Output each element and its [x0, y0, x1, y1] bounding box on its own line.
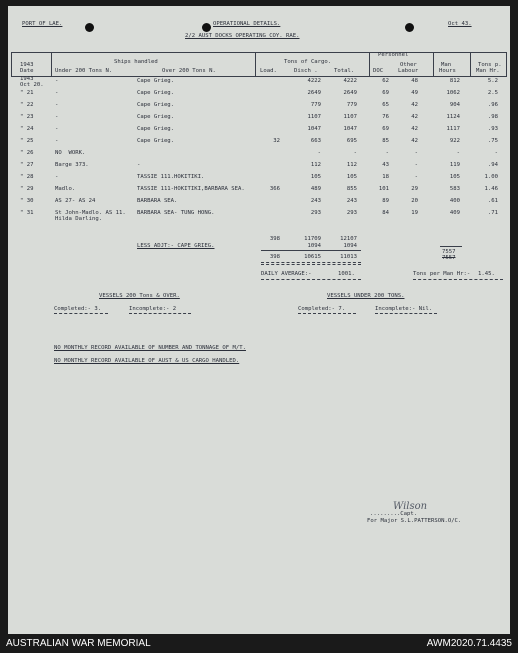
- table-cell-date: 1943 Oct 20.: [20, 76, 44, 88]
- daily-average-value: 1001.: [338, 271, 355, 277]
- table-cell-date: " 31: [20, 210, 34, 216]
- table-cell-hours: 119: [449, 162, 460, 168]
- table-cell-date: " 30: [20, 198, 34, 204]
- table-cell-under: Madlo.: [55, 186, 76, 192]
- punch-hole-2: [202, 23, 211, 32]
- table-cell-under: -: [55, 174, 59, 180]
- tons-per-man-hr-label: Tons per Man Hr:-: [413, 271, 471, 277]
- vessels-under-rule: [298, 313, 356, 314]
- table-cell-doc: 62: [382, 78, 389, 84]
- col-personnel: Personnel: [378, 52, 409, 58]
- table-cell-disch: 293: [310, 210, 321, 216]
- handwritten-signature: Wilson: [393, 501, 428, 512]
- col-labour: Labour: [398, 68, 419, 74]
- average-rule: [413, 279, 503, 280]
- table-cell-hours: -: [456, 150, 460, 156]
- table-cell-tph: .93: [487, 126, 498, 132]
- table-cell-load: 32: [273, 138, 280, 144]
- document-sheet: [8, 6, 510, 634]
- table-cell-tph: .71: [487, 210, 498, 216]
- col-date: Date: [20, 68, 34, 74]
- table-cell-disch: 1107: [307, 114, 321, 120]
- column-divider: [11, 52, 12, 76]
- vessels-over-rule: [129, 313, 191, 314]
- table-cell-total: 1107: [343, 114, 357, 120]
- col-over: Over 200 Tons N.: [162, 68, 216, 74]
- subtotal-disch: 11709: [304, 236, 321, 242]
- table-cell-hours: 1117: [446, 126, 460, 132]
- table-cell-doc: 76: [382, 114, 389, 120]
- column-divider: [369, 52, 370, 76]
- header-rule-bottom: [11, 76, 507, 77]
- table-cell-disch: 663: [310, 138, 321, 144]
- table-cell-total: 855: [346, 186, 357, 192]
- table-cell-disch: 112: [310, 162, 321, 168]
- table-cell-disch: 1047: [307, 126, 321, 132]
- total-total: 11013: [340, 254, 357, 260]
- table-cell-tph: .96: [487, 102, 498, 108]
- table-cell-other: -: [414, 162, 418, 168]
- table-cell-total: 1047: [343, 126, 357, 132]
- table-cell-tph: .94: [487, 162, 498, 168]
- total-hours: 7557: [442, 249, 456, 255]
- table-cell-over: BARBARA SEA.: [137, 198, 178, 204]
- column-divider: [51, 52, 52, 76]
- table-cell-total: 243: [346, 198, 357, 204]
- vessels-under-heading: VESSELS UNDER 200 TONS.: [327, 293, 405, 299]
- table-cell-total: 105: [346, 174, 357, 180]
- totals-rule: [261, 250, 361, 251]
- table-cell-over: -: [137, 162, 141, 168]
- table-cell-under: -: [55, 78, 59, 84]
- table-cell-total: -: [353, 150, 357, 156]
- table-cell-total: 779: [346, 102, 357, 108]
- note-mt-record: NO MONTHLY RECORD AVAILABLE OF NUMBER AND TONNAGE OF M/T.: [54, 345, 246, 351]
- table-cell-under: NO WORK.: [55, 150, 86, 156]
- table-cell-date: " 24: [20, 126, 34, 132]
- col-under: Under 200 Tons N.: [55, 68, 113, 74]
- col-total: Total.: [334, 68, 355, 74]
- table-cell-tph: 1.00: [484, 174, 498, 180]
- col-load: Load.: [260, 68, 277, 74]
- table-cell-under: St John-Madlo. AS 11. Hilda Darling.: [55, 210, 126, 222]
- table-cell-hours: 922: [449, 138, 460, 144]
- table-cell-total: 293: [346, 210, 357, 216]
- table-cell-date: " 28: [20, 174, 34, 180]
- footer-institution: AUSTRALIAN WAR MEMORIAL: [6, 638, 151, 649]
- table-cell-hours: 409: [449, 210, 460, 216]
- table-cell-date: " 26: [20, 150, 34, 156]
- col-man-hr: Man Hr.: [476, 68, 500, 74]
- table-cell-other: 20: [411, 198, 418, 204]
- total-load: 398: [269, 254, 280, 260]
- adjustment-total: 1094: [343, 243, 357, 249]
- table-cell-other: -: [414, 150, 418, 156]
- table-cell-other: 48: [411, 78, 418, 84]
- vessels-under-rule: [375, 313, 437, 314]
- unit-subtitle: 2/2 AUST DOCKS OPERATING COY. RAE.: [185, 33, 300, 39]
- vessels-over-rule: [54, 313, 108, 314]
- table-cell-hours: 105: [449, 174, 460, 180]
- table-cell-other: -: [414, 174, 418, 180]
- table-cell-load: 366: [269, 186, 280, 192]
- table-cell-under: -: [55, 102, 59, 108]
- table-cell-over: Cape Grieg.: [137, 114, 175, 120]
- table-cell-doc: 69: [382, 90, 389, 96]
- punch-hole-3: [405, 23, 414, 32]
- col-doc: DOC: [373, 68, 384, 74]
- table-cell-total: 4222: [343, 78, 357, 84]
- table-cell-tph: 1.46: [484, 186, 498, 192]
- table-cell-over: BARBARA SEA- TUNG HONG.: [137, 210, 215, 216]
- table-cell-over: Cape Grieg.: [137, 126, 175, 132]
- table-cell-over: TASSIE 111-HOKITIKI,BARBARA SEA.: [137, 186, 245, 192]
- punch-hole-1: [85, 23, 94, 32]
- vessels-under-completed: Completed:- 7.: [298, 306, 346, 312]
- table-cell-doc: 18: [382, 174, 389, 180]
- footer-accession-number: AWM2020.71.4435: [426, 638, 512, 649]
- table-cell-other: 49: [411, 90, 418, 96]
- totals-double-rule: [261, 262, 361, 263]
- col-disch: Disch .: [294, 68, 318, 74]
- table-cell-doc: -: [385, 150, 389, 156]
- table-cell-over: Cape Grieg.: [137, 138, 175, 144]
- port-label: PORT OF LAE.: [22, 21, 63, 27]
- table-cell-tph: .61: [487, 198, 498, 204]
- table-cell-disch: 4222: [307, 78, 321, 84]
- table-cell-under: -: [55, 90, 59, 96]
- tons-per-man-hr-value: 1.45.: [478, 271, 495, 277]
- table-cell-over: Cape Grieg.: [137, 102, 175, 108]
- table-cell-doc: 101: [378, 186, 389, 192]
- table-cell-tph: 2.5: [487, 90, 498, 96]
- table-cell-over: Cape Grieg.: [137, 78, 175, 84]
- table-cell-date: " 29: [20, 186, 34, 192]
- table-cell-date: " 23: [20, 114, 34, 120]
- table-cell-total: 695: [346, 138, 357, 144]
- table-cell-tph: 5.2: [487, 78, 498, 84]
- adjustment-disch: 1094: [307, 243, 321, 249]
- table-cell-tph: .98: [487, 114, 498, 120]
- col-man: Man: [441, 62, 452, 68]
- table-cell-doc: 65: [382, 102, 389, 108]
- col-other: Other: [400, 62, 417, 68]
- table-cell-date: " 22: [20, 102, 34, 108]
- vessels-over-completed: Completed:- 3.: [54, 306, 102, 312]
- table-cell-doc: 85: [382, 138, 389, 144]
- table-cell-doc: 43: [382, 162, 389, 168]
- page-title: OPERATIONAL DETAILS.: [213, 21, 281, 27]
- table-cell-disch: 243: [310, 198, 321, 204]
- table-cell-other: 42: [411, 126, 418, 132]
- table-cell-over: TASSIE 111.HOKITIKI.: [137, 174, 205, 180]
- table-cell-hours: 1062: [446, 90, 460, 96]
- table-cell-disch: 489: [310, 186, 321, 192]
- table-cell-other: 29: [411, 186, 418, 192]
- table-cell-other: 19: [411, 210, 418, 216]
- daily-average-label: DAILY AVERAGE:-: [261, 271, 312, 277]
- table-cell-under: -: [55, 114, 59, 120]
- adjustment-label: LESS ADJT:- CAPE GRIEG.: [137, 243, 215, 249]
- vessels-over-heading: VESSELS 200 Tons & OVER.: [99, 293, 180, 299]
- col-ships-handled: Ships handled: [114, 59, 158, 65]
- subtotal-load: 398: [269, 236, 280, 242]
- average-rule: [261, 279, 361, 280]
- table-cell-total: 2649: [343, 90, 357, 96]
- note-cargo-record: NO MONTHLY RECORD AVAILABLE OF AUST & US CARGO HANDLED.: [54, 358, 240, 364]
- table-cell-tph: -: [494, 150, 498, 156]
- table-cell-tph: .75: [487, 138, 498, 144]
- table-cell-under: Barge 373.: [55, 162, 89, 168]
- table-cell-disch: -: [317, 150, 321, 156]
- table-cell-total: 112: [346, 162, 357, 168]
- table-cell-hours: 812: [449, 78, 460, 84]
- col-year: 1943: [20, 62, 34, 68]
- table-cell-disch: 779: [310, 102, 321, 108]
- total-hours-struck: 7557: [442, 255, 456, 261]
- table-cell-hours: 1124: [446, 114, 460, 120]
- table-cell-doc: 89: [382, 198, 389, 204]
- table-cell-under: AS 27- AS 24: [55, 198, 96, 204]
- total-disch: 10615: [304, 254, 321, 260]
- table-cell-other: 42: [411, 102, 418, 108]
- table-cell-hours: 583: [449, 186, 460, 192]
- table-cell-other: 42: [411, 138, 418, 144]
- vessels-under-incomplete: Incomplete:- Nil.: [375, 306, 433, 312]
- col-hours: Hours: [439, 68, 456, 74]
- date-label: Oct 43.: [448, 21, 472, 27]
- table-cell-disch: 2649: [307, 90, 321, 96]
- column-divider: [433, 52, 434, 76]
- col-tons-p: Tons p.: [478, 62, 502, 68]
- table-cell-over: Cape Grieg.: [137, 90, 175, 96]
- table-cell-doc: 84: [382, 210, 389, 216]
- table-cell-doc: 69: [382, 126, 389, 132]
- table-cell-date: " 25: [20, 138, 34, 144]
- table-cell-date: " 27: [20, 162, 34, 168]
- vessels-over-incomplete: Incomplete:- 2: [129, 306, 177, 312]
- table-cell-under: -: [55, 138, 59, 144]
- column-divider: [470, 52, 471, 76]
- column-divider: [506, 52, 507, 76]
- col-tons-of-cargo: Tons of Cargo.: [284, 59, 332, 65]
- subtotal-total: 12107: [340, 236, 357, 242]
- signature-line: .........Capt.: [370, 511, 418, 517]
- table-cell-date: " 21: [20, 90, 34, 96]
- archive-footer: [0, 634, 518, 653]
- signature-for: For Major S.L.PATTERSON.O/C.: [367, 518, 462, 524]
- table-cell-hours: 904: [449, 102, 460, 108]
- table-cell-under: -: [55, 126, 59, 132]
- table-cell-other: 42: [411, 114, 418, 120]
- column-divider: [255, 52, 256, 76]
- table-cell-disch: 105: [310, 174, 321, 180]
- totals-double-rule: [261, 264, 361, 265]
- table-cell-hours: 400: [449, 198, 460, 204]
- hours-rule: [440, 246, 462, 247]
